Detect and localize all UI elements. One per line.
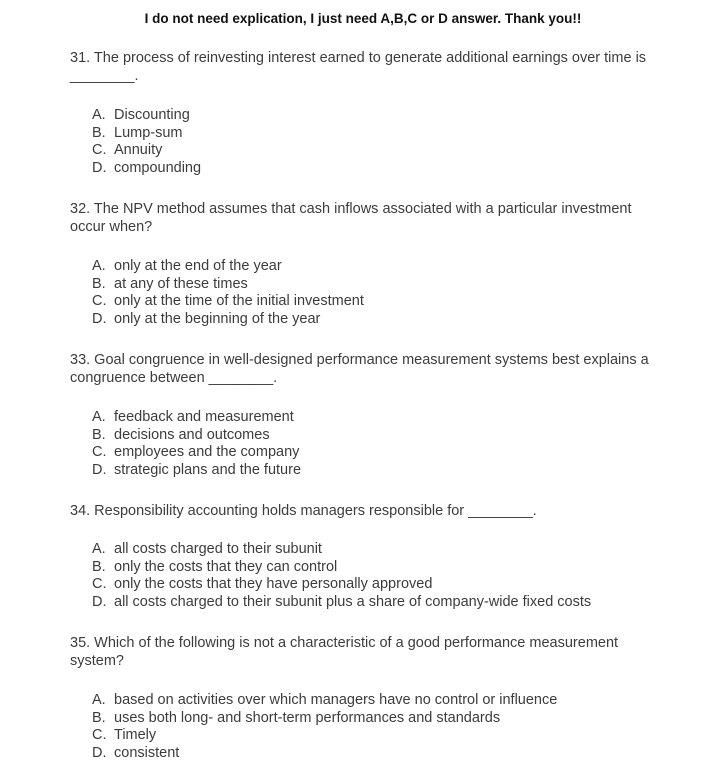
option-text: only at the beginning of the year — [114, 311, 321, 328]
option-letter: D. — [92, 594, 107, 611]
option-letter: C. — [92, 444, 107, 461]
option-letter: B. — [92, 426, 106, 443]
option-letter: B. — [92, 124, 106, 141]
question-35: 35. Which of the following is not a characteristic of a good performance measurement system? — [70, 635, 619, 669]
option-text: Timely — [114, 727, 157, 744]
option-letter: B. — [92, 558, 106, 575]
option-34-d[interactable] — [92, 594, 591, 612]
question-33: 33. Goal congruence in well-designed performance measurement systems best explains a congruence between ________. — [70, 352, 649, 386]
option-letter: C. — [92, 727, 107, 744]
option-text: at any of these times — [114, 275, 248, 292]
option-letter: A. — [92, 541, 106, 557]
option-33-a[interactable] — [92, 409, 301, 427]
option-letter: D. — [92, 462, 107, 479]
option-text: Lump-sum — [114, 124, 183, 141]
option-text: uses both long- and short-term performances and standards — [114, 709, 501, 726]
question-31: 31. The process of reinvesting interest earned to generate additional earnings over time is ________. — [70, 50, 647, 84]
option-32-c[interactable] — [92, 293, 364, 311]
option-text: only the costs that they have personally approved — [114, 576, 433, 593]
option-text: Annuity — [114, 142, 163, 159]
option-text: strategic plans and the future — [114, 462, 302, 479]
option-letter: D. — [92, 160, 107, 177]
option-text: Discounting — [114, 107, 190, 123]
question-32: 32. The NPV method assumes that cash inflows associated with a particular investment occur when? — [70, 201, 632, 235]
question-34: 34. Responsibility accounting holds managers responsible for ________. — [70, 503, 537, 519]
option-letter: D. — [92, 311, 107, 328]
option-letter: C. — [92, 576, 107, 593]
option-32-b[interactable] — [92, 276, 364, 294]
option-letter: B. — [92, 275, 106, 292]
option-text: only at the time of the initial investment — [114, 293, 364, 310]
option-letter: D. — [92, 745, 107, 762]
option-letter: A. — [92, 409, 106, 425]
option-letter: A. — [92, 258, 106, 274]
option-letter: A. — [92, 107, 106, 123]
options-31 — [92, 107, 201, 178]
option-32-a[interactable] — [92, 258, 364, 276]
option-34-a[interactable] — [92, 541, 591, 559]
option-text: feedback and measurement — [114, 409, 294, 425]
option-text: only at the end of the year — [114, 258, 282, 274]
option-letter: B. — [92, 709, 106, 726]
option-text: consistent — [114, 745, 180, 762]
option-33-c[interactable] — [92, 444, 301, 462]
option-31-b[interactable] — [92, 125, 201, 143]
option-33-d[interactable] — [92, 462, 301, 480]
options-33 — [92, 409, 301, 480]
option-35-d[interactable] — [92, 745, 557, 763]
option-letter: C. — [92, 293, 107, 310]
page-header: I do not need explication, I just need A,B,C or D answer. Thank you!! — [144, 11, 582, 26]
option-32-d[interactable] — [92, 311, 364, 329]
option-35-c[interactable] — [92, 727, 557, 745]
option-text: based on activities over which managers have no control or influence — [114, 692, 558, 708]
option-text: all costs charged to their subunit — [114, 541, 322, 557]
option-letter: A. — [92, 692, 106, 708]
option-letter: C. — [92, 142, 107, 159]
option-34-c[interactable] — [92, 576, 591, 594]
option-31-c[interactable] — [92, 142, 201, 160]
option-text: decisions and outcomes — [114, 426, 270, 443]
options-35 — [92, 692, 557, 763]
option-31-d[interactable] — [92, 160, 201, 178]
option-31-a[interactable] — [92, 107, 201, 125]
option-35-a[interactable] — [92, 692, 557, 710]
option-text: employees and the company — [114, 444, 300, 461]
options-34 — [92, 541, 591, 612]
option-33-b[interactable] — [92, 427, 301, 445]
option-35-b[interactable] — [92, 710, 557, 728]
option-text: compounding — [114, 160, 202, 177]
option-text: all costs charged to their subunit plus a share of company-wide fixed costs — [114, 594, 592, 611]
options-32 — [92, 258, 364, 329]
option-34-b[interactable] — [92, 559, 591, 577]
option-text: only the costs that they can control — [114, 558, 338, 575]
